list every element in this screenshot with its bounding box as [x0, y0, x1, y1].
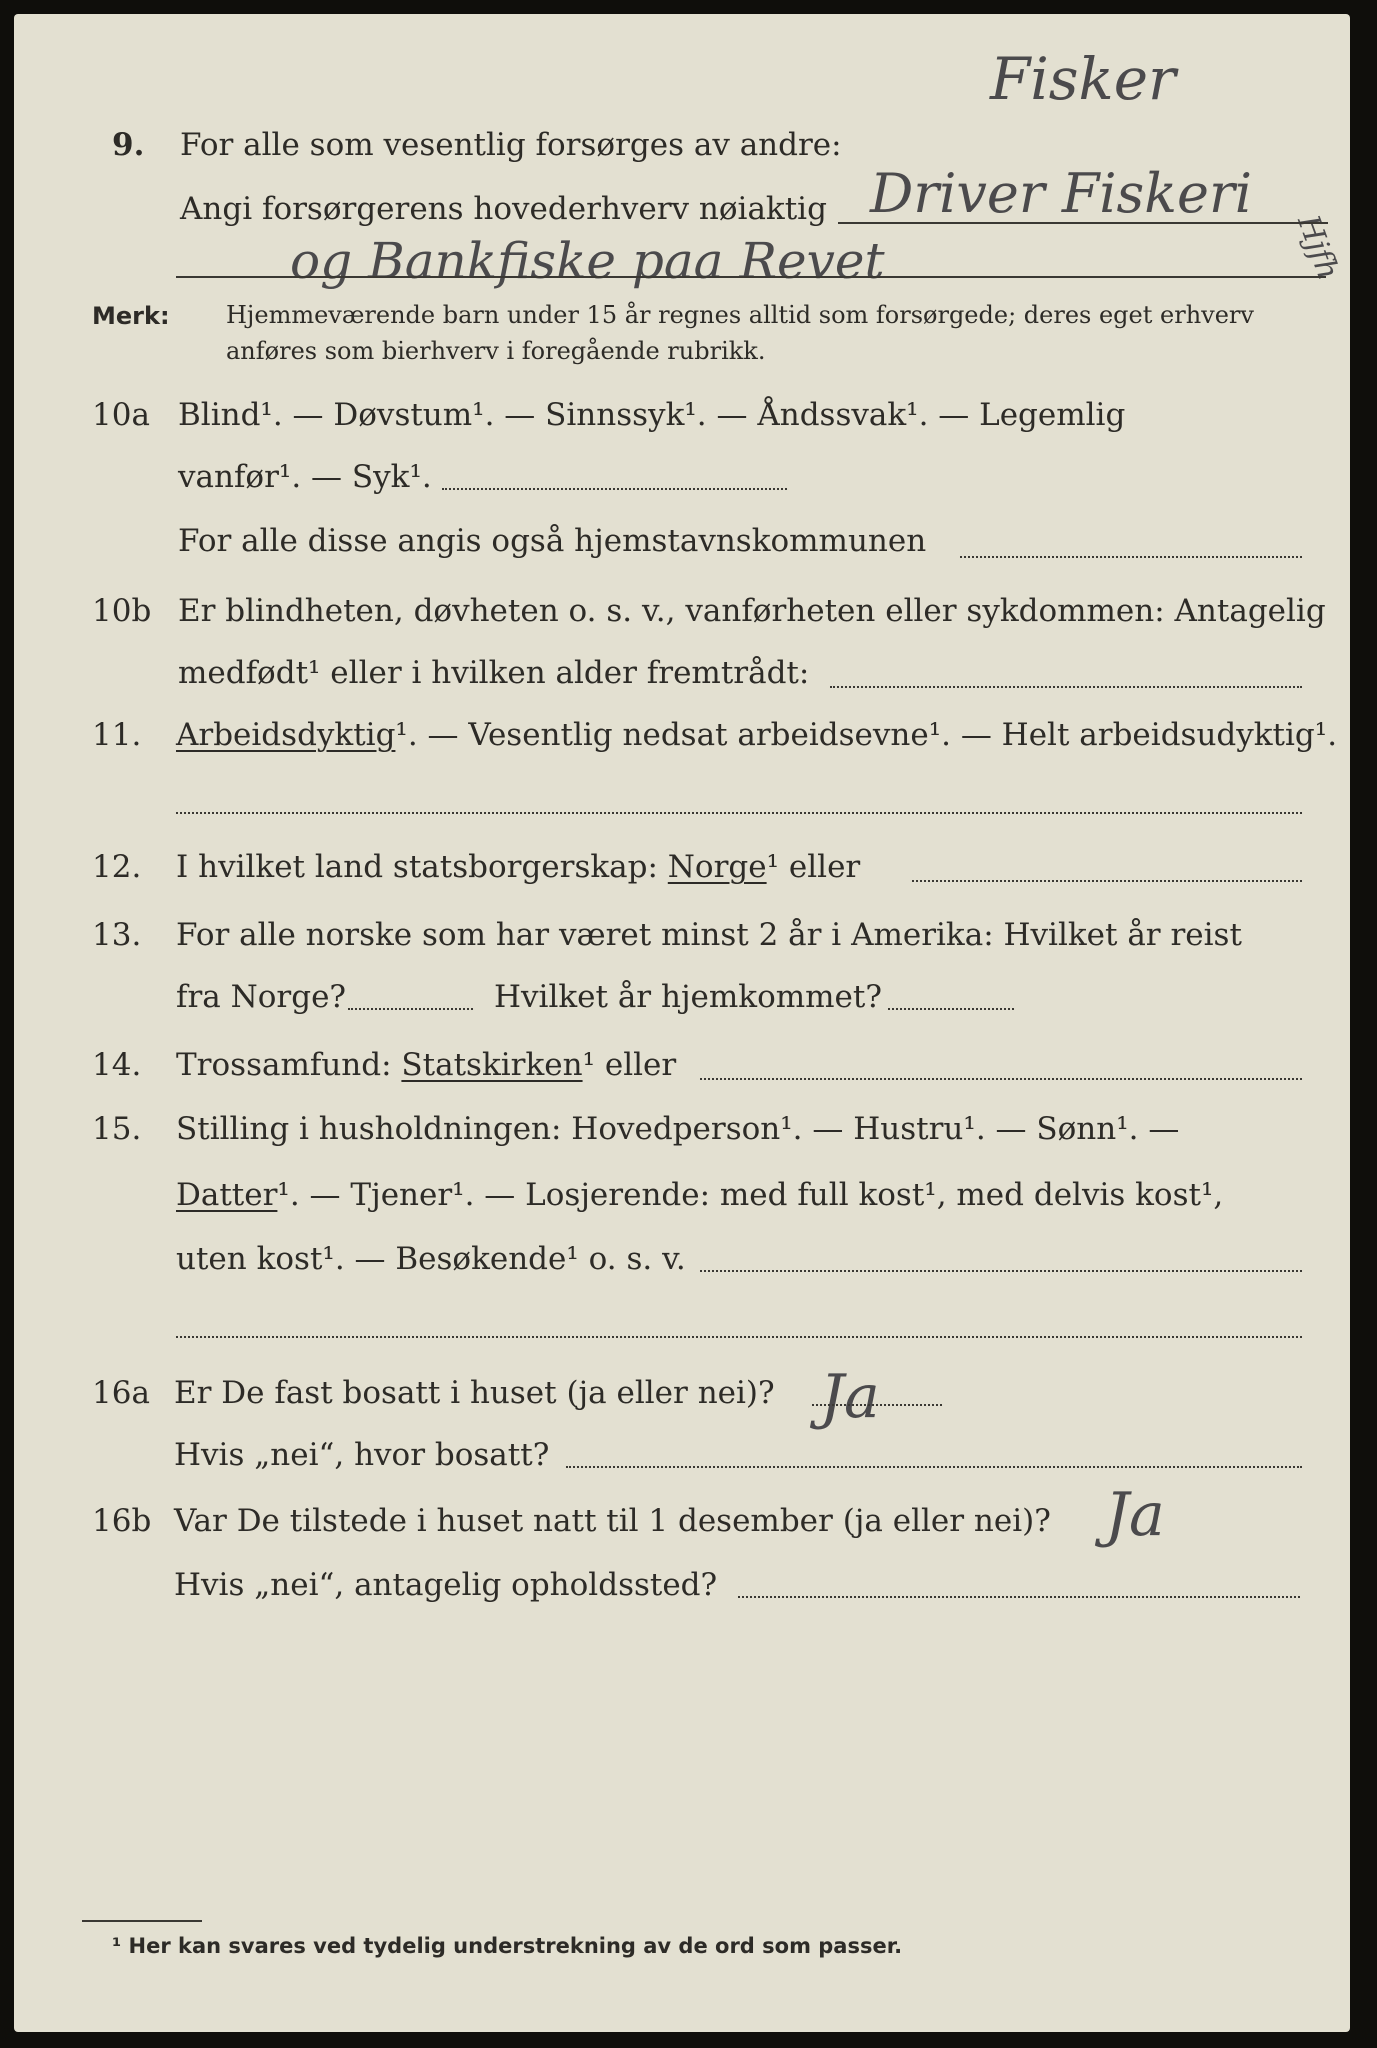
- q11-option-underlined: Arbeidsdyktig: [176, 717, 396, 753]
- handwritten-provider-line2: og Bankfiske paa Revet: [290, 232, 885, 290]
- q11-line: [176, 716, 1337, 754]
- q12-pre: I hvilket land statsborgerskap:: [176, 849, 658, 885]
- q10a-line3: For alle disse angis også hjemstavnskommunen: [178, 523, 927, 559]
- handwritten-answer-16a: Ja: [820, 1362, 880, 1432]
- q16b-line1: Var De tilstede i huset natt til 1 desember (ja eller nei)?: [174, 1503, 1051, 1539]
- handwritten-provider-line1: Driver Fiskeri: [870, 162, 1253, 225]
- q13-line2b: Hvilket år hjemkommet?: [494, 979, 882, 1015]
- q15-line3: uten kost¹. — Besøkende¹ o. s. v.: [176, 1241, 686, 1277]
- q11-answer-line: [176, 812, 1302, 814]
- q9-line1: For alle som vesentlig forsørges av andre:: [180, 127, 842, 163]
- q12-line: [176, 848, 860, 886]
- footnote: ¹ Her kan svares ved tydelig understrekning av de ord som passer.: [112, 1934, 903, 1958]
- footnote-rule: [82, 1920, 202, 1922]
- q13-number: 13.: [92, 917, 142, 953]
- q15-line2-rest: ¹. — Tjener¹. — Losjerende: med full kost¹, med delvis kost¹,: [277, 1177, 1224, 1213]
- q13-line1: For alle norske som har været minst 2 år i Amerika: Hvilket år reist: [176, 917, 1242, 953]
- q12-answer-line: [912, 880, 1302, 882]
- q15-number: 15.: [92, 1111, 142, 1147]
- q15-line1: Stilling i husholdningen: Hovedperson¹. — Hustru¹. — Sønn¹. —: [176, 1111, 1180, 1147]
- q14-line: [176, 1046, 676, 1084]
- q14-post: ¹ eller: [582, 1047, 677, 1083]
- q10b-line1: Er blindheten, døvheten o. s. v., vanførheten eller sykdommen: Antagelig: [178, 593, 1326, 629]
- q10a-line1: Blind¹. — Døvstum¹. — Sinnssyk¹. — Åndssvak¹. — Legemlig: [178, 397, 1126, 433]
- q15-line2: [176, 1176, 1223, 1214]
- q16a-line1: Er De fast bosatt i huset (ja eller nei)?: [174, 1375, 775, 1411]
- q16a-residence-line: [566, 1466, 1302, 1468]
- q10a-number: 10a: [92, 397, 150, 433]
- q10b-number: 10b: [92, 593, 152, 629]
- q10b-answer-line: [830, 686, 1302, 688]
- handwritten-answer-16b: Ja: [1105, 1480, 1165, 1550]
- q10a-line2: vanfør¹. — Syk¹.: [178, 459, 432, 495]
- q14-answer-line: [700, 1078, 1302, 1080]
- merk-line2: anføres som bierhverv i foregående rubrikk.: [226, 337, 766, 365]
- q14-option-underlined: Statskirken: [401, 1047, 583, 1083]
- q16a-answer-line: [812, 1404, 942, 1406]
- q13-year-returned-line: [888, 1008, 1014, 1010]
- q16b-line2: Hvis „nei“, antagelig opholdssted?: [174, 1567, 718, 1603]
- q10a-sick-answer-line: [442, 488, 787, 490]
- q10a-home-municipality-line: [960, 556, 1302, 558]
- q14-number: 14.: [92, 1047, 142, 1083]
- merk-label: Merk:: [92, 302, 170, 330]
- q16b-number: 16b: [92, 1503, 152, 1539]
- q15-option-underlined: Datter: [176, 1177, 278, 1213]
- q9-line2: Angi forsørgerens hovederhverv nøiaktig: [180, 191, 827, 227]
- q16a-line2: Hvis „nei“, hvor bosatt?: [174, 1437, 550, 1473]
- q12-number: 12.: [92, 849, 142, 885]
- q13-year-left-line: [348, 1008, 473, 1010]
- q11-rest: ¹. — Vesentlig nedsat arbeidsevne¹. — Helt arbeidsudyktig¹.: [395, 717, 1338, 753]
- q13-line2a: fra Norge?: [176, 979, 347, 1015]
- handwritten-occupation: Fisker: [990, 45, 1176, 113]
- q16a-number: 16a: [92, 1375, 150, 1411]
- handwritten-margin-note: Hjfh: [1290, 210, 1346, 285]
- q16b-whereabouts-line: [738, 1596, 1300, 1598]
- q12-post: ¹ eller: [766, 849, 861, 885]
- merk-line1: Hjemmeværende barn under 15 år regnes alltid som forsørgede; deres eget erhverv: [226, 301, 1254, 329]
- q10b-line2: medfødt¹ eller i hvilken alder fremtrådt:: [178, 655, 810, 691]
- q15-answer-line2: [176, 1336, 1302, 1338]
- q9-number: 9.: [112, 127, 145, 163]
- q14-pre: Trossamfund:: [176, 1047, 392, 1083]
- q9-answer-line2: [176, 276, 1326, 278]
- q9-answer-line1: [838, 222, 1328, 224]
- q12-option-underlined: Norge: [667, 849, 767, 885]
- q15-answer-line1: [700, 1270, 1302, 1272]
- q11-number: 11.: [92, 717, 142, 753]
